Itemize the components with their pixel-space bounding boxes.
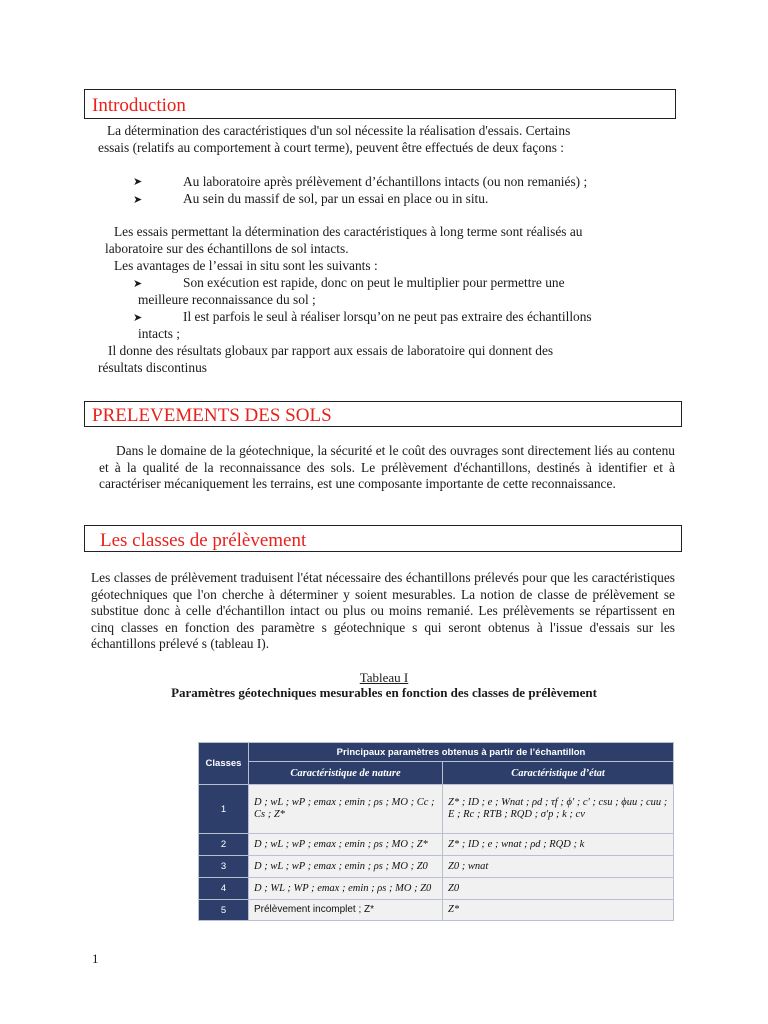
classes-heading: Les classes de prélèvement: [100, 530, 307, 551]
row-class: 5: [199, 900, 249, 921]
classes-paragraph: Les classes de prélèvement traduisent l'état nécessaire des échantillons prélevés pour que les caractéristiques géotechniques que l'on cherche à déterminer y soient mesurables. La notion de classe de prélèvement se substitue donc à celle d'échantillon intact ou plus ou moins remanié. Les prélèvements se répartissent en cinq classes en fonction des paramètre s géotechnique s qui seront obtenus à l'issue d'essais sur les échantillons prélevé s (tableau I).: [91, 570, 675, 652]
prelevements-paragraph: Dans le domaine de la géotechnique, la sécurité et le coût des ouvrages sont directement liés au contenu et à la qualité de la reconnaissance des sols. Le prélèvement d'échantillons, destinés à identifier et à caractériser mécaniquement les terrains, est une composante importante de cette reconnaissance.: [99, 443, 675, 492]
row-class: 2: [199, 834, 249, 856]
arrow-bullet-icon: ➤: [133, 311, 143, 324]
page-number: 1: [92, 951, 99, 966]
intro-adv2-line1: Il est parfois le seul à réaliser lorsqu’on ne peut pas extraire des échantillons: [183, 309, 592, 324]
row-etat: Z* ; ID ; e ; wnat ; ρd ; RQD ; k: [443, 834, 674, 856]
prelevements-heading: PRELEVEMENTS DES SOLS: [92, 405, 332, 426]
row-etat: Z0 ; wnat: [443, 856, 674, 878]
row-nature: Prélèvement incomplet ; Z*: [249, 900, 443, 921]
intro-p2-line1: Les essais permettant la détermination des caractéristiques à long terme sont réalisés au: [114, 224, 583, 239]
intro-bullet-1: Au laboratoire après prélèvement d’échantillons intacts (ou non remaniés) ;: [183, 174, 588, 189]
table-row: [199, 900, 674, 921]
row-nature: D ; wL ; wP ; emax ; emin ; ρs ; MO ; Z*: [249, 834, 443, 856]
row-nature: D ; WL ; WP ; emax ; emin ; ρs ; MO ; Z0: [249, 878, 443, 900]
row-etat: Z*: [443, 900, 674, 921]
intro-adv1-line1: Son exécution est rapide, donc on peut le multiplier pour permettre une: [183, 275, 565, 290]
row-etat: Z0: [443, 878, 674, 900]
table-label: Tableau I: [359, 670, 409, 685]
intro-heading-box: [84, 89, 676, 119]
intro-adv1-line2: meilleure reconnaissance du sol ;: [138, 292, 316, 307]
arrow-bullet-icon: ➤: [133, 175, 143, 188]
intro-p3: Les avantages de l’essai in situ sont les suivants :: [114, 258, 378, 273]
row-class: 3: [199, 856, 249, 878]
arrow-bullet-icon: ➤: [133, 193, 143, 206]
row-class: 1: [199, 785, 249, 834]
classes-heading-box: [84, 525, 682, 552]
table-row: [199, 785, 674, 834]
intro-adv2-line2: intacts ;: [138, 326, 181, 341]
header-main: Principaux paramètres obtenus à partir de l’échantillon: [249, 743, 674, 762]
header-classes: Classes: [199, 743, 249, 785]
table-row: [199, 878, 674, 900]
intro-p1-line1: La détermination des caractéristiques d'un sol nécessite la réalisation d'essais. Certains: [107, 123, 571, 138]
parameters-table: [198, 742, 674, 921]
row-nature: D ; wL ; wP ; emax ; emin ; ρs ; MO ; Z0: [249, 856, 443, 878]
arrow-bullet-icon: ➤: [133, 277, 143, 290]
table-row: [199, 856, 674, 878]
prelevements-heading-box: [84, 401, 682, 427]
table-row: [199, 834, 674, 856]
intro-p4-line1: Il donne des résultats globaux par rapport aux essais de laboratoire qui donnent des: [108, 343, 554, 358]
intro-heading: Introduction: [92, 95, 186, 116]
row-class: 4: [199, 878, 249, 900]
intro-p4-line2: résultats discontinus: [98, 360, 207, 375]
table-caption: Paramètres géotechniques mesurables en fonction des classes de prélèvement: [171, 685, 597, 700]
header-nature: Caractéristique de nature: [249, 762, 443, 785]
row-etat: Z* ; ID ; e ; Wnat ; ρd ; τf ; ϕ' ; c' ; csu ; ϕuu ; cuu ; E ; Rc ; RTB ; RQD ; σ'p ; k ; cv: [443, 785, 674, 834]
header-etat: Caractéristique d’état: [443, 762, 674, 785]
intro-p1-line2: essais (relatifs au comportement à court terme), peuvent être effectués de deux façons :: [98, 140, 564, 155]
intro-bullet-2: Au sein du massif de sol, par un essai en place ou in situ.: [183, 191, 489, 206]
row-nature: D ; wL ; wP ; emax ; emin ; ρs ; MO ; Cc ; Cs ; Z*: [249, 785, 443, 834]
intro-p2-line2: laboratoire sur des échantillons de sol intacts.: [105, 241, 349, 256]
